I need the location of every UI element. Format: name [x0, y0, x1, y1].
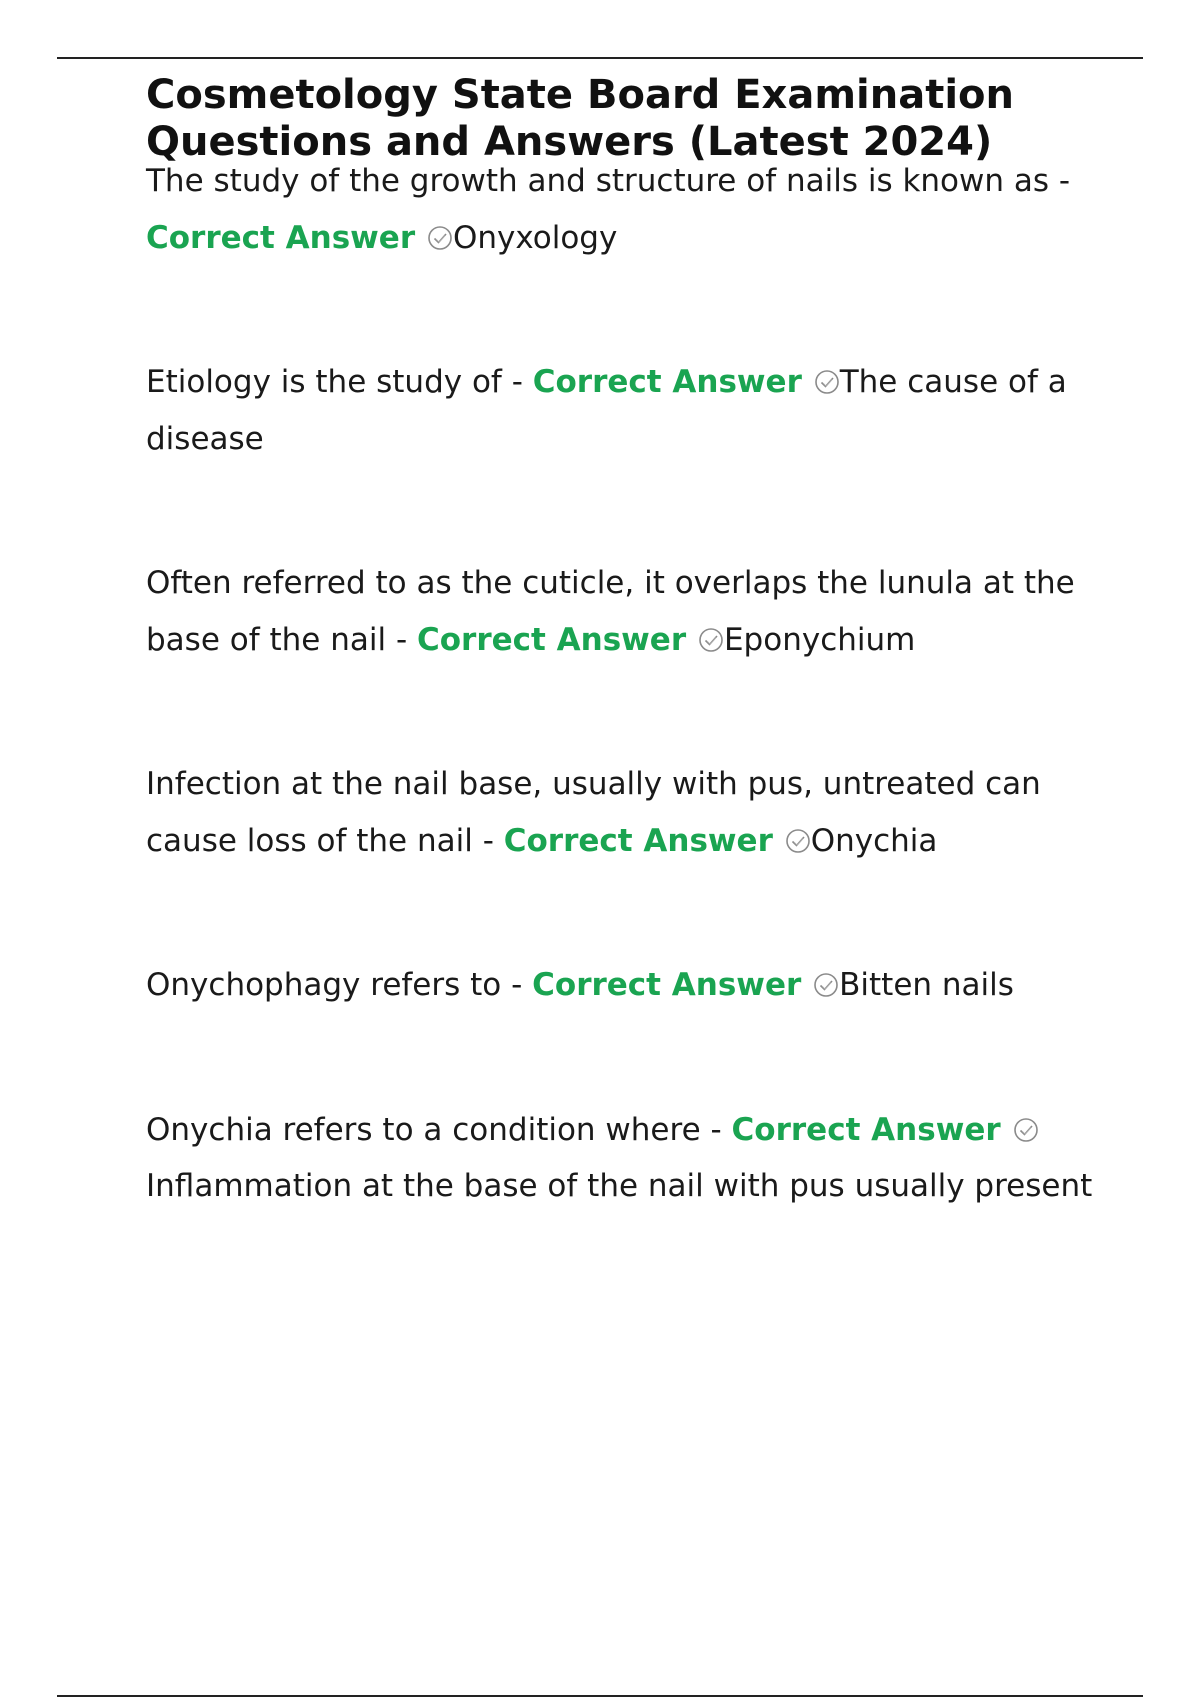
answer-text: Onyxology — [452, 219, 618, 256]
correct-answer-label: Correct Answer — [731, 1111, 1001, 1148]
question-text: The study of the growth and structure of nails is known as — [146, 163, 1050, 199]
question-text: Infection at the nail base, usually with pus, untreated can cause loss of the nail — [146, 766, 1041, 859]
check-circle-icon — [427, 225, 453, 251]
top-rule — [57, 57, 1143, 59]
answer-text: The cause of a disease — [146, 364, 1067, 457]
correct-answer-label: Correct Answer — [146, 219, 416, 256]
correct-answer-label: Correct Answer — [503, 822, 773, 859]
separator: - — [511, 364, 523, 400]
separator: - — [395, 621, 408, 658]
check-circle-icon — [814, 369, 840, 395]
qa-item — [146, 1102, 1096, 1215]
qa-item — [146, 756, 1096, 869]
separator: - — [482, 822, 494, 859]
question-text: Often referred to as the cuticle, it overlaps the lunula at the base of the nail — [146, 565, 1075, 658]
question-text: Onychia refers to a condition where — [146, 1111, 701, 1148]
correct-answer-label: Correct Answer — [417, 621, 687, 658]
check-circle-icon — [813, 972, 839, 998]
answer-text: Bitten nails — [839, 967, 1014, 1003]
check-circle-icon — [785, 828, 811, 854]
qa-item — [146, 354, 1096, 467]
qa-item — [146, 555, 1096, 668]
check-circle-icon — [1013, 1117, 1039, 1143]
correct-answer-label: Correct Answer — [532, 967, 802, 1003]
correct-answer-label: Correct Answer — [532, 364, 802, 400]
separator: - — [710, 1111, 722, 1148]
answer-text: Inflammation at the base of the nail with pus usually present — [146, 1168, 1093, 1204]
qa-item — [146, 957, 1096, 1014]
qa-item — [146, 153, 1096, 266]
bottom-rule — [57, 1695, 1143, 1697]
question-text: Etiology is the study of — [146, 364, 502, 400]
separator: - — [511, 967, 523, 1003]
question-text: Onychophagy refers to — [146, 967, 502, 1003]
answer-text: Onychia — [810, 822, 938, 859]
document-body — [146, 72, 1096, 1215]
check-circle-icon — [698, 627, 724, 653]
separator: - — [1058, 163, 1071, 199]
answer-text: Eponychium — [723, 621, 916, 658]
document-title: Cosmetology State Board Examination Questions and Answers (Latest 2024) — [146, 72, 1014, 165]
